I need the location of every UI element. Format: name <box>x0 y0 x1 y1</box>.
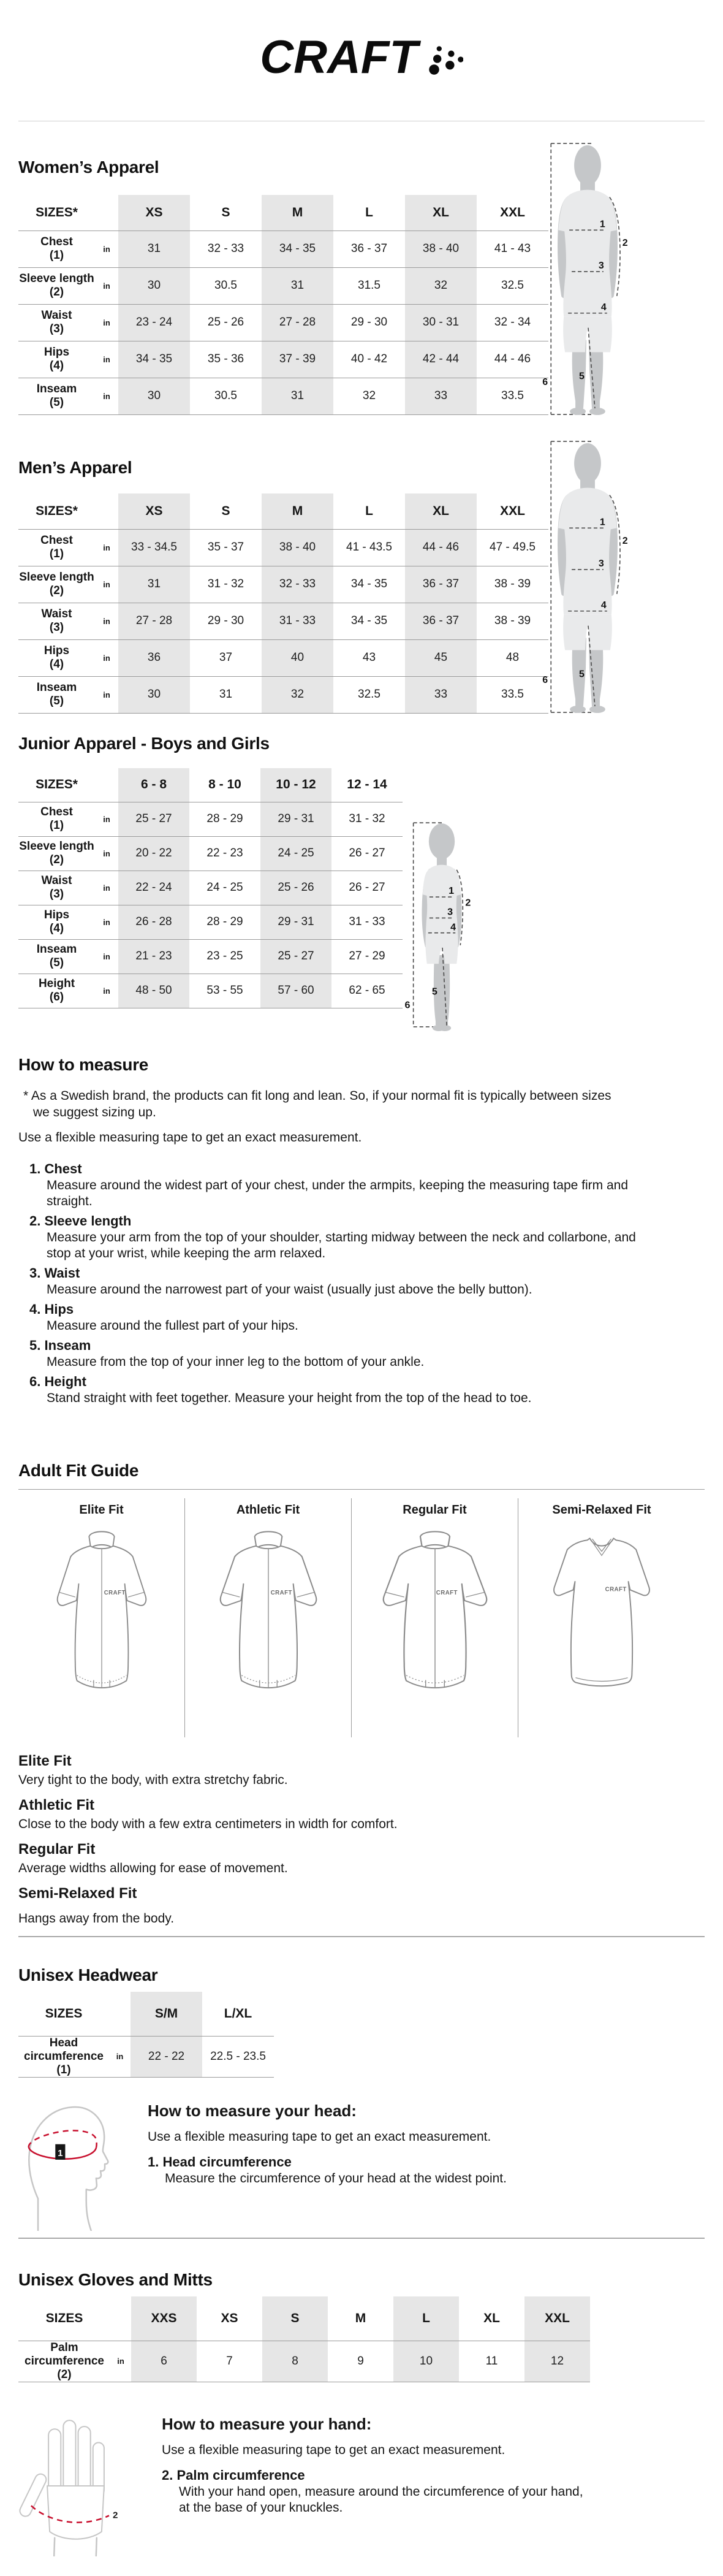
value-cell: 32.5 <box>358 688 380 701</box>
measurement-row <box>18 566 548 603</box>
craft-logo-dots-icon <box>424 44 463 75</box>
measure-step-height <box>18 1373 705 1406</box>
value-cell: 36 - 37 <box>405 603 477 639</box>
value-cell: 32 - 33 <box>262 566 333 603</box>
unit-cell: in <box>116 2052 124 2061</box>
measurement-row <box>18 802 403 836</box>
measure-step-chest <box>18 1160 705 1210</box>
step-number: 6. <box>29 1374 41 1389</box>
value-cell: 34 - 35 <box>350 577 388 590</box>
value-cell: 31 <box>262 378 333 414</box>
value-cell: 30.5 <box>214 389 237 402</box>
value-cell: 38 - 39 <box>494 614 531 627</box>
step-name: Waist <box>44 1265 80 1281</box>
size-column-header: XXL <box>500 205 525 219</box>
value-cell: 36 - 37 <box>405 566 477 603</box>
value-cell: 11 <box>485 2354 498 2368</box>
value-cell: 6 <box>131 2341 197 2382</box>
row-label-cell: Inseam (5) <box>36 383 77 409</box>
size-column-header: XL <box>405 493 477 529</box>
unit-cell: in <box>103 951 110 961</box>
row-label-cell: Waist (3) <box>41 309 72 335</box>
hand-illustration <box>18 2414 134 2556</box>
fit-desc-title: Semi-Relaxed Fit <box>18 1885 137 1902</box>
hand-measure-text <box>134 2414 583 2516</box>
value-cell: 31 - 32 <box>349 812 385 825</box>
row-label-cell: Sleeve length (2) <box>19 840 94 866</box>
tape-note: Use a flexible measuring tape to get an exact measurement. <box>18 1130 362 1145</box>
value-cell: 32 <box>262 676 333 713</box>
unisex-headwear-section <box>18 1965 705 2231</box>
hand-measure-title: How to measure your hand: <box>162 2414 372 2433</box>
sizes-header-cell: SIZES* <box>36 503 78 518</box>
step-desc: Stand straight with feet together. Measure your height from the top of the head to toe. <box>47 1391 532 1405</box>
value-cell: 24 - 25 <box>206 881 243 894</box>
value-cell: 34 - 35 <box>262 231 333 267</box>
measurement-row <box>18 2036 274 2077</box>
section-divider <box>18 1936 705 1937</box>
hand-measure-block <box>18 2414 705 2556</box>
sizes-header-cell: SIZES <box>45 2311 83 2325</box>
value-cell: 20 - 22 <box>118 836 189 871</box>
step-number: 4. <box>29 1301 41 1317</box>
unit-cell: in <box>103 354 110 364</box>
value-cell: 27 - 29 <box>349 950 385 962</box>
value-cell: 44 - 46 <box>494 352 531 365</box>
size-column-header: 8 - 10 <box>208 777 241 792</box>
value-cell: 23 - 25 <box>206 950 243 962</box>
step-number: 2. <box>29 1213 41 1229</box>
craft-logo <box>260 28 463 87</box>
value-cell: 29 - 31 <box>260 802 331 836</box>
fit-desc-title: Elite Fit <box>18 1753 72 1769</box>
size-column-header: M <box>355 2311 366 2325</box>
how-to-measure-section <box>18 1054 705 1409</box>
value-cell: 28 - 29 <box>206 812 243 825</box>
craft-logo-text: CRAFT <box>260 31 418 83</box>
row-label-cell: Inseam (5) <box>36 681 77 707</box>
row-label-cell: Sleeve length (2) <box>19 571 94 597</box>
size-column-header: L <box>365 503 373 518</box>
unit-cell: in <box>103 281 110 291</box>
size-column-header: S/M <box>131 1992 202 2036</box>
value-cell: 33 - 34.5 <box>118 529 190 566</box>
size-column-header: XXL <box>524 2296 590 2341</box>
value-cell: 22 - 23 <box>206 847 243 859</box>
value-cell: 30 <box>118 267 190 304</box>
value-cell: 40 - 42 <box>350 352 388 365</box>
table-header-row <box>18 493 548 529</box>
measurement-row <box>18 231 548 267</box>
fit-desc-text: Close to the body with a few extra centimeters in width for comfort. <box>18 1817 398 1831</box>
measure-step-sleeve <box>18 1213 705 1262</box>
size-column-header: 6 - 8 <box>118 768 189 802</box>
value-cell: 22.5 - 23.5 <box>210 2049 266 2063</box>
value-cell: 53 - 55 <box>206 984 243 997</box>
athletic-fit-jersey-illustration <box>203 1525 334 1709</box>
measure-step-hips <box>18 1301 705 1334</box>
step-name: Chest <box>44 1161 82 1176</box>
size-column-header: XXL <box>500 503 525 518</box>
value-cell: 7 <box>226 2354 233 2368</box>
row-label-cell: Hips (4) <box>44 346 70 372</box>
value-cell: 44 - 46 <box>405 529 477 566</box>
value-cell: 62 - 65 <box>349 984 385 997</box>
step-desc: With your hand open, measure around the circumference of your hand, at the base of your knuckles. <box>179 2484 583 2515</box>
value-cell: 33 <box>405 378 477 414</box>
unit-cell: in <box>103 986 110 996</box>
unit-cell: in <box>103 653 110 663</box>
unit-cell: in <box>103 391 110 401</box>
fit-desc-semi-relaxed <box>18 1884 705 1927</box>
fit-column-regular <box>352 1498 518 1737</box>
unit-cell: in <box>103 543 110 552</box>
measurement-row <box>18 974 403 1008</box>
unit-cell: in <box>103 318 110 327</box>
measure-step-waist <box>18 1265 705 1298</box>
value-cell: 32.5 <box>501 279 524 292</box>
value-cell: 30 <box>118 378 190 414</box>
row-label-cell: Waist (3) <box>41 874 72 901</box>
unit-cell: in <box>103 814 110 824</box>
value-cell: 32 <box>362 389 376 402</box>
size-column-header: XL <box>483 2311 500 2325</box>
row-label-cell: Chest (1) <box>40 534 73 560</box>
size-column-header: 10 - 12 <box>260 768 331 802</box>
value-cell: 33.5 <box>501 688 524 701</box>
mens-size-table <box>18 493 548 714</box>
fit-guide-divider <box>18 1489 705 1490</box>
jersey-chest-logo: CRAFT <box>436 1590 458 1597</box>
jersey-chest-logo: CRAFT <box>104 1590 126 1597</box>
row-label-cell: Palm circumference (2) <box>25 2341 104 2381</box>
step-name: Height <box>44 1374 86 1389</box>
fit-column-label: Elite Fit <box>79 1503 124 1517</box>
value-cell: 45 <box>405 639 477 676</box>
row-label-cell: Chest (1) <box>40 235 73 262</box>
fit-column-label: Semi-Relaxed Fit <box>552 1503 651 1517</box>
value-cell: 41 - 43.5 <box>346 541 392 554</box>
fit-columns <box>18 1498 686 1737</box>
fit-desc-elite <box>18 1752 705 1788</box>
value-cell: 31 - 33 <box>349 915 385 928</box>
row-label-cell: Head circumference (1) <box>24 2036 104 2076</box>
fit-column-label: Regular Fit <box>403 1503 467 1517</box>
elite-fit-jersey-illustration <box>36 1525 167 1709</box>
row-label-cell: Waist (3) <box>41 608 72 634</box>
fit-guide-title: Adult Fit Guide <box>18 1461 139 1480</box>
gloves-size-table <box>18 2296 590 2382</box>
table-header-row <box>18 768 403 802</box>
measurement-row <box>18 871 403 905</box>
jersey-chest-logo: CRAFT <box>605 1586 627 1593</box>
measurement-row <box>18 378 548 414</box>
junior-section-title: Junior Apparel - Boys and Girls <box>18 734 270 753</box>
mens-figure-illustration <box>540 436 634 717</box>
headwear-size-table <box>18 1992 274 2078</box>
measurement-row <box>18 603 548 639</box>
step-number: 2. <box>162 2467 173 2483</box>
value-cell: 32 <box>405 267 477 304</box>
value-cell: 28 - 29 <box>206 915 243 928</box>
step-number: 1. <box>148 2154 159 2170</box>
unit-cell: in <box>117 2357 124 2366</box>
value-cell: 23 - 24 <box>118 304 190 341</box>
step-name: Inseam <box>44 1338 91 1353</box>
value-cell: 22 - 22 <box>131 2036 202 2077</box>
row-label-cell: Height (6) <box>38 977 75 1004</box>
measurement-row <box>18 304 548 341</box>
value-cell: 25 - 26 <box>207 316 244 329</box>
sizing-note-line2: we suggest sizing up. <box>33 1105 156 1119</box>
junior-apparel-section <box>18 733 705 1008</box>
value-cell: 31 <box>262 267 333 304</box>
value-cell: 8 <box>262 2341 328 2382</box>
measurement-row <box>18 905 403 939</box>
value-cell: 48 - 50 <box>118 974 189 1008</box>
value-cell: 37 <box>219 651 233 664</box>
fit-column-athletic <box>185 1498 352 1737</box>
unit-cell: in <box>103 883 110 893</box>
size-column-header: S <box>221 503 230 518</box>
value-cell: 26 - 27 <box>349 847 385 859</box>
adult-fit-guide-section <box>18 1460 705 1935</box>
step-name: Sleeve length <box>44 1213 132 1229</box>
step-number: 5. <box>29 1338 41 1353</box>
unit-cell: in <box>103 848 110 858</box>
step-number: 3. <box>29 1265 41 1281</box>
how-to-measure-title: How to measure <box>18 1055 149 1074</box>
fit-desc-text: Very tight to the body, with extra stretchy fabric. <box>18 1773 288 1787</box>
fit-column-semi-relaxed <box>518 1498 685 1737</box>
measurement-row <box>18 2341 590 2382</box>
value-cell: 29 - 30 <box>207 614 244 627</box>
value-cell: 31 - 32 <box>207 577 244 590</box>
step-desc: Measure around the fullest part of your hips. <box>47 1319 298 1333</box>
unisex-gloves-section <box>18 2269 705 2556</box>
womens-figure-illustration <box>540 139 634 419</box>
junior-figure-illustration <box>404 807 476 1032</box>
step-number: 1. <box>29 1161 41 1176</box>
value-cell: 29 - 31 <box>260 905 331 939</box>
row-label-cell: Hips (4) <box>44 644 70 671</box>
step-desc: Measure around the widest part of your chest, under the armpits, keeping the measuring tape firm and straight. <box>47 1178 629 1208</box>
fit-column-elite <box>18 1498 185 1737</box>
value-cell: 40 <box>262 639 333 676</box>
value-cell: 25 - 26 <box>260 871 331 905</box>
head-tape-note: Use a flexible measuring tape to get an exact measurement. <box>148 2129 491 2144</box>
page-header <box>0 28 723 87</box>
unit-header-cell <box>95 493 118 529</box>
size-column-header: XS <box>221 2311 238 2325</box>
value-cell: 9 <box>357 2354 364 2368</box>
value-cell: 41 - 43 <box>494 242 531 255</box>
unit-header-cell <box>95 195 118 231</box>
unit-header-cell <box>95 768 118 802</box>
unit-cell: in <box>103 244 110 254</box>
measurement-row <box>18 529 548 566</box>
size-column-header: XL <box>405 195 477 231</box>
size-column-header: L/XL <box>224 2006 252 2021</box>
measurement-row <box>18 267 548 304</box>
fit-desc-title: Regular Fit <box>18 1841 96 1858</box>
palm-circumference-label: 2 <box>113 2509 118 2520</box>
headwear-section-title: Unisex Headwear <box>18 1965 158 1984</box>
fit-descriptions <box>18 1752 705 1927</box>
step-desc: Measure the circumference of your head at the widest point. <box>165 2171 507 2185</box>
regular-fit-jersey-illustration <box>369 1525 501 1709</box>
value-cell: 35 - 37 <box>207 541 244 554</box>
value-cell: 36 - 37 <box>350 242 388 255</box>
value-cell: 24 - 25 <box>260 836 331 871</box>
value-cell: 47 - 49.5 <box>490 541 536 554</box>
value-cell: 26 - 28 <box>118 905 189 939</box>
value-cell: 32 - 33 <box>207 242 244 255</box>
value-cell: 38 - 40 <box>262 529 333 566</box>
unit-cell: in <box>103 579 110 589</box>
fit-desc-regular <box>18 1840 705 1877</box>
value-cell: 43 <box>362 651 376 664</box>
size-column-header: XS <box>118 493 190 529</box>
fit-desc-title: Athletic Fit <box>18 1797 94 1813</box>
unit-cell: in <box>103 690 110 699</box>
size-column-header: S <box>262 2296 328 2341</box>
jersey-chest-logo: CRAFT <box>270 1590 292 1597</box>
measure-step-inseam <box>18 1337 705 1370</box>
value-cell: 31 <box>219 688 233 701</box>
unit-cell: in <box>103 917 110 927</box>
step-name: Hips <box>44 1301 74 1317</box>
value-cell: 27 - 28 <box>262 304 333 341</box>
value-cell: 27 - 28 <box>118 603 190 639</box>
table-header-row <box>18 195 548 231</box>
measurement-row <box>18 639 548 676</box>
value-cell: 31 <box>118 231 190 267</box>
value-cell: 29 - 30 <box>350 316 388 329</box>
unit-header-cell <box>109 1992 131 2036</box>
head-profile-illustration <box>18 2101 119 2231</box>
value-cell: 37 - 39 <box>262 341 333 378</box>
value-cell: 38 - 39 <box>494 577 531 590</box>
measurement-row <box>18 676 548 713</box>
row-label-cell: Chest (1) <box>40 806 73 832</box>
value-cell: 33.5 <box>501 389 524 402</box>
head-measure-block <box>18 2101 705 2231</box>
value-cell: 25 - 27 <box>260 939 331 974</box>
value-cell: 36 <box>118 639 190 676</box>
value-cell: 12 <box>524 2341 590 2382</box>
size-column-header: S <box>221 205 230 219</box>
measurement-row <box>18 341 548 378</box>
size-column-header: M <box>262 493 333 529</box>
semi-relaxed-fit-tee-illustration <box>536 1525 667 1709</box>
value-cell: 30.5 <box>214 279 237 292</box>
value-cell: 30 - 31 <box>405 304 477 341</box>
value-cell: 30 <box>118 676 190 713</box>
sizes-header-cell: SIZES <box>45 2006 83 2021</box>
gloves-section-title: Unisex Gloves and Mitts <box>18 2270 213 2289</box>
head-measure-title: How to measure your head: <box>148 2101 357 2120</box>
value-cell: 42 - 44 <box>405 341 477 378</box>
womens-section-title: Women’s Apparel <box>18 158 159 177</box>
table-header-row <box>18 2296 590 2341</box>
measure-steps-list <box>18 1160 705 1406</box>
value-cell: 34 - 35 <box>350 614 388 627</box>
row-label-cell: Inseam (5) <box>36 943 77 969</box>
step-name: Head circumference <box>162 2154 292 2170</box>
step-desc: Measure your arm from the top of your shoulder, starting midway between the neck and collarbone, and stop at your wrist, while keeping the arm relaxed. <box>47 1230 636 1260</box>
sizes-header-cell: SIZES* <box>36 777 78 792</box>
value-cell: 31 - 33 <box>262 603 333 639</box>
fit-desc-text: Average widths allowing for ease of movement. <box>18 1861 288 1875</box>
unit-header-cell <box>110 2296 131 2341</box>
measurement-row <box>18 836 403 871</box>
size-column-header: XS <box>118 195 190 231</box>
value-cell: 32 - 34 <box>494 316 531 329</box>
fit-desc-athletic <box>18 1796 705 1832</box>
value-cell: 35 - 36 <box>207 352 244 365</box>
size-column-header: 12 - 14 <box>347 777 387 792</box>
value-cell: 34 - 35 <box>118 341 190 378</box>
hand-tape-note: Use a flexible measuring tape to get an exact measurement. <box>162 2442 505 2457</box>
size-column-header: L <box>365 205 373 219</box>
sizing-note-line1: * As a Swedish brand, the products can fit long and lean. So, if your normal fit is typically between sizes <box>23 1089 611 1103</box>
value-cell: 33 <box>405 676 477 713</box>
step-desc: Measure from the top of your inner leg to the bottom of your ankle. <box>47 1355 425 1369</box>
value-cell: 10 <box>393 2341 459 2382</box>
fit-desc-text: Hangs away from the body. <box>18 1911 175 1926</box>
value-cell: 21 - 23 <box>118 939 189 974</box>
value-cell: 57 - 60 <box>260 974 331 1008</box>
value-cell: 25 - 27 <box>118 802 189 836</box>
value-cell: 38 - 40 <box>405 231 477 267</box>
junior-size-table <box>18 768 403 1008</box>
womens-size-table <box>18 195 548 415</box>
size-column-header: XXS <box>131 2296 197 2341</box>
measurement-row <box>18 939 403 974</box>
step-desc: Measure around the narrowest part of your waist (usually just above the belly button). <box>47 1282 532 1297</box>
fit-column-label: Athletic Fit <box>236 1503 300 1517</box>
head-circumference-label: 1 <box>58 2147 63 2159</box>
value-cell: 26 - 27 <box>349 881 385 894</box>
unit-cell: in <box>103 616 110 626</box>
row-label-cell: Hips (4) <box>44 909 70 935</box>
size-column-header: M <box>262 195 333 231</box>
step-name: Palm circumference <box>176 2467 305 2483</box>
row-label-cell: Sleeve length (2) <box>19 272 94 299</box>
mens-section-title: Men’s Apparel <box>18 458 132 477</box>
table-header-row <box>18 1992 274 2036</box>
value-cell: 31 <box>118 566 190 603</box>
sizes-header-cell: SIZES* <box>36 205 78 219</box>
value-cell: 22 - 24 <box>118 871 189 905</box>
size-column-header: L <box>393 2296 459 2341</box>
head-measure-text <box>119 2101 507 2187</box>
section-divider <box>18 2238 705 2239</box>
value-cell: 31.5 <box>358 279 380 292</box>
value-cell: 48 <box>505 651 520 664</box>
